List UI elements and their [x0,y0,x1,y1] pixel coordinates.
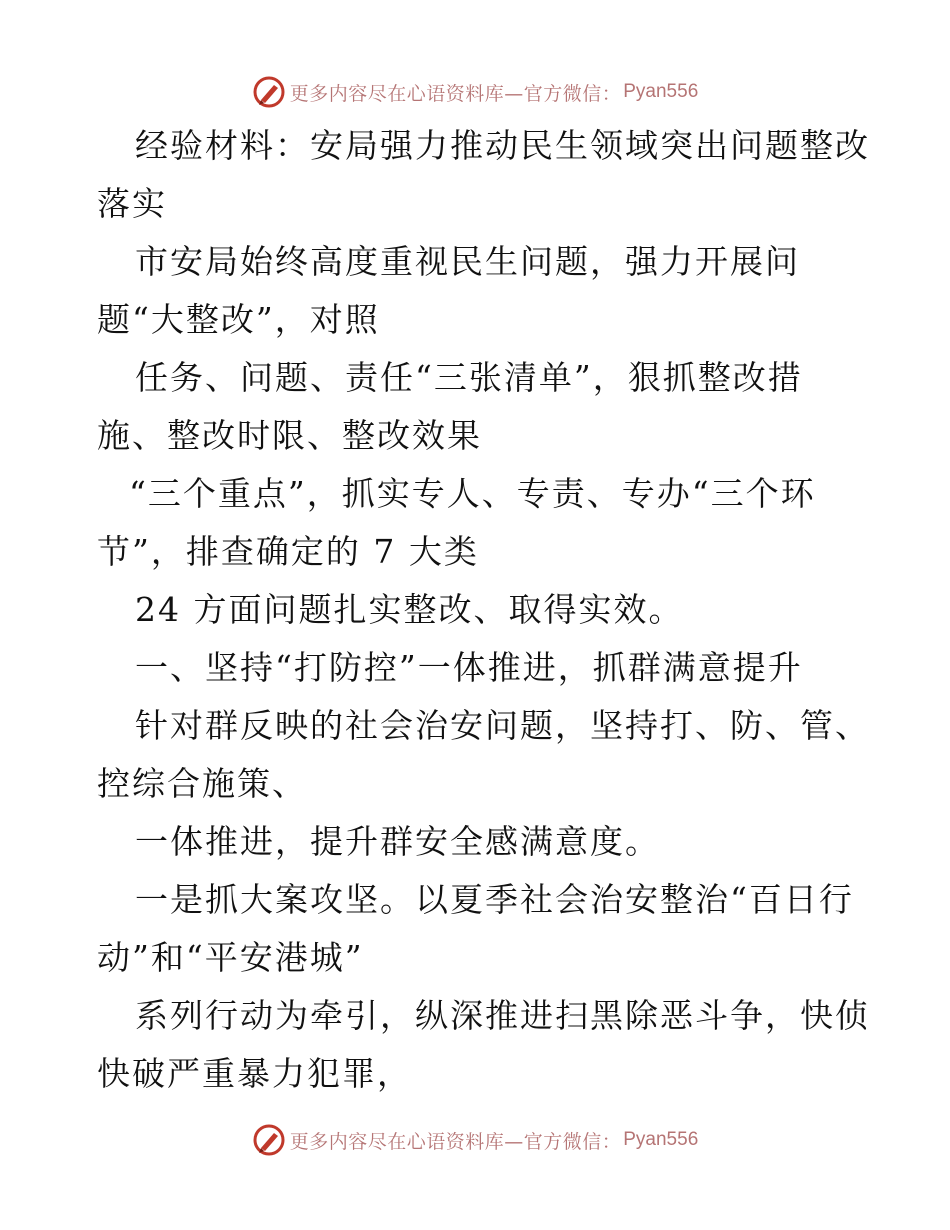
text-line: 针对群反映的社会治安问题，坚持打、防、管、 [135,706,870,745]
section-heading: 一、坚持“打防控”一体推进，抓群满意提升 [135,648,803,687]
document-body [97,117,870,1103]
text-line: 系列行动为牵引，纵深推进扫黑除恶斗争，快侦 [135,996,870,1035]
text-line: 任务、问题、责任“三张清单”，狠抓整改措 [135,358,803,397]
text-line: 一体推进，提升群安全感满意度。 [135,822,660,861]
watermark-id: Pyan556 [623,81,699,102]
text-line: 落实 [97,184,167,223]
text-line: “三个重点”，抓实专人、专责、专办“三个环 [129,474,816,513]
text-line: 市安局始终高度重视民生问题，强力开展问 [135,242,800,281]
text-line: 一是抓大案攻坚。以夏季社会治安整治“百日行 [135,880,854,919]
pen-logo-icon [252,1123,286,1157]
watermark-text: 更多内容尽在心语资料库—官方微信： [289,82,622,105]
text-line: 施、整改时限、整改效果 [97,416,482,455]
watermark-id: Pyan556 [623,1129,699,1150]
text-line: 动”和“平安港城” [97,938,364,977]
text-line: 节”，排查确定的 7 大类 [97,532,479,571]
header-watermark [0,70,950,114]
text-line: 题“大整改”，对照 [97,300,380,339]
footer-watermark [0,1118,950,1162]
text-line: 控综合施策、 [97,764,307,803]
text-line: 24 方面问题扎实整改、取得实效。 [135,590,684,629]
pen-logo-icon [252,75,286,109]
text-line: 经验材料：安局强力推动民生领域突出问题整改 [135,126,870,165]
watermark-text: 更多内容尽在心语资料库—官方微信： [289,1130,622,1153]
text-line: 快破严重暴力犯罪， [97,1054,412,1093]
